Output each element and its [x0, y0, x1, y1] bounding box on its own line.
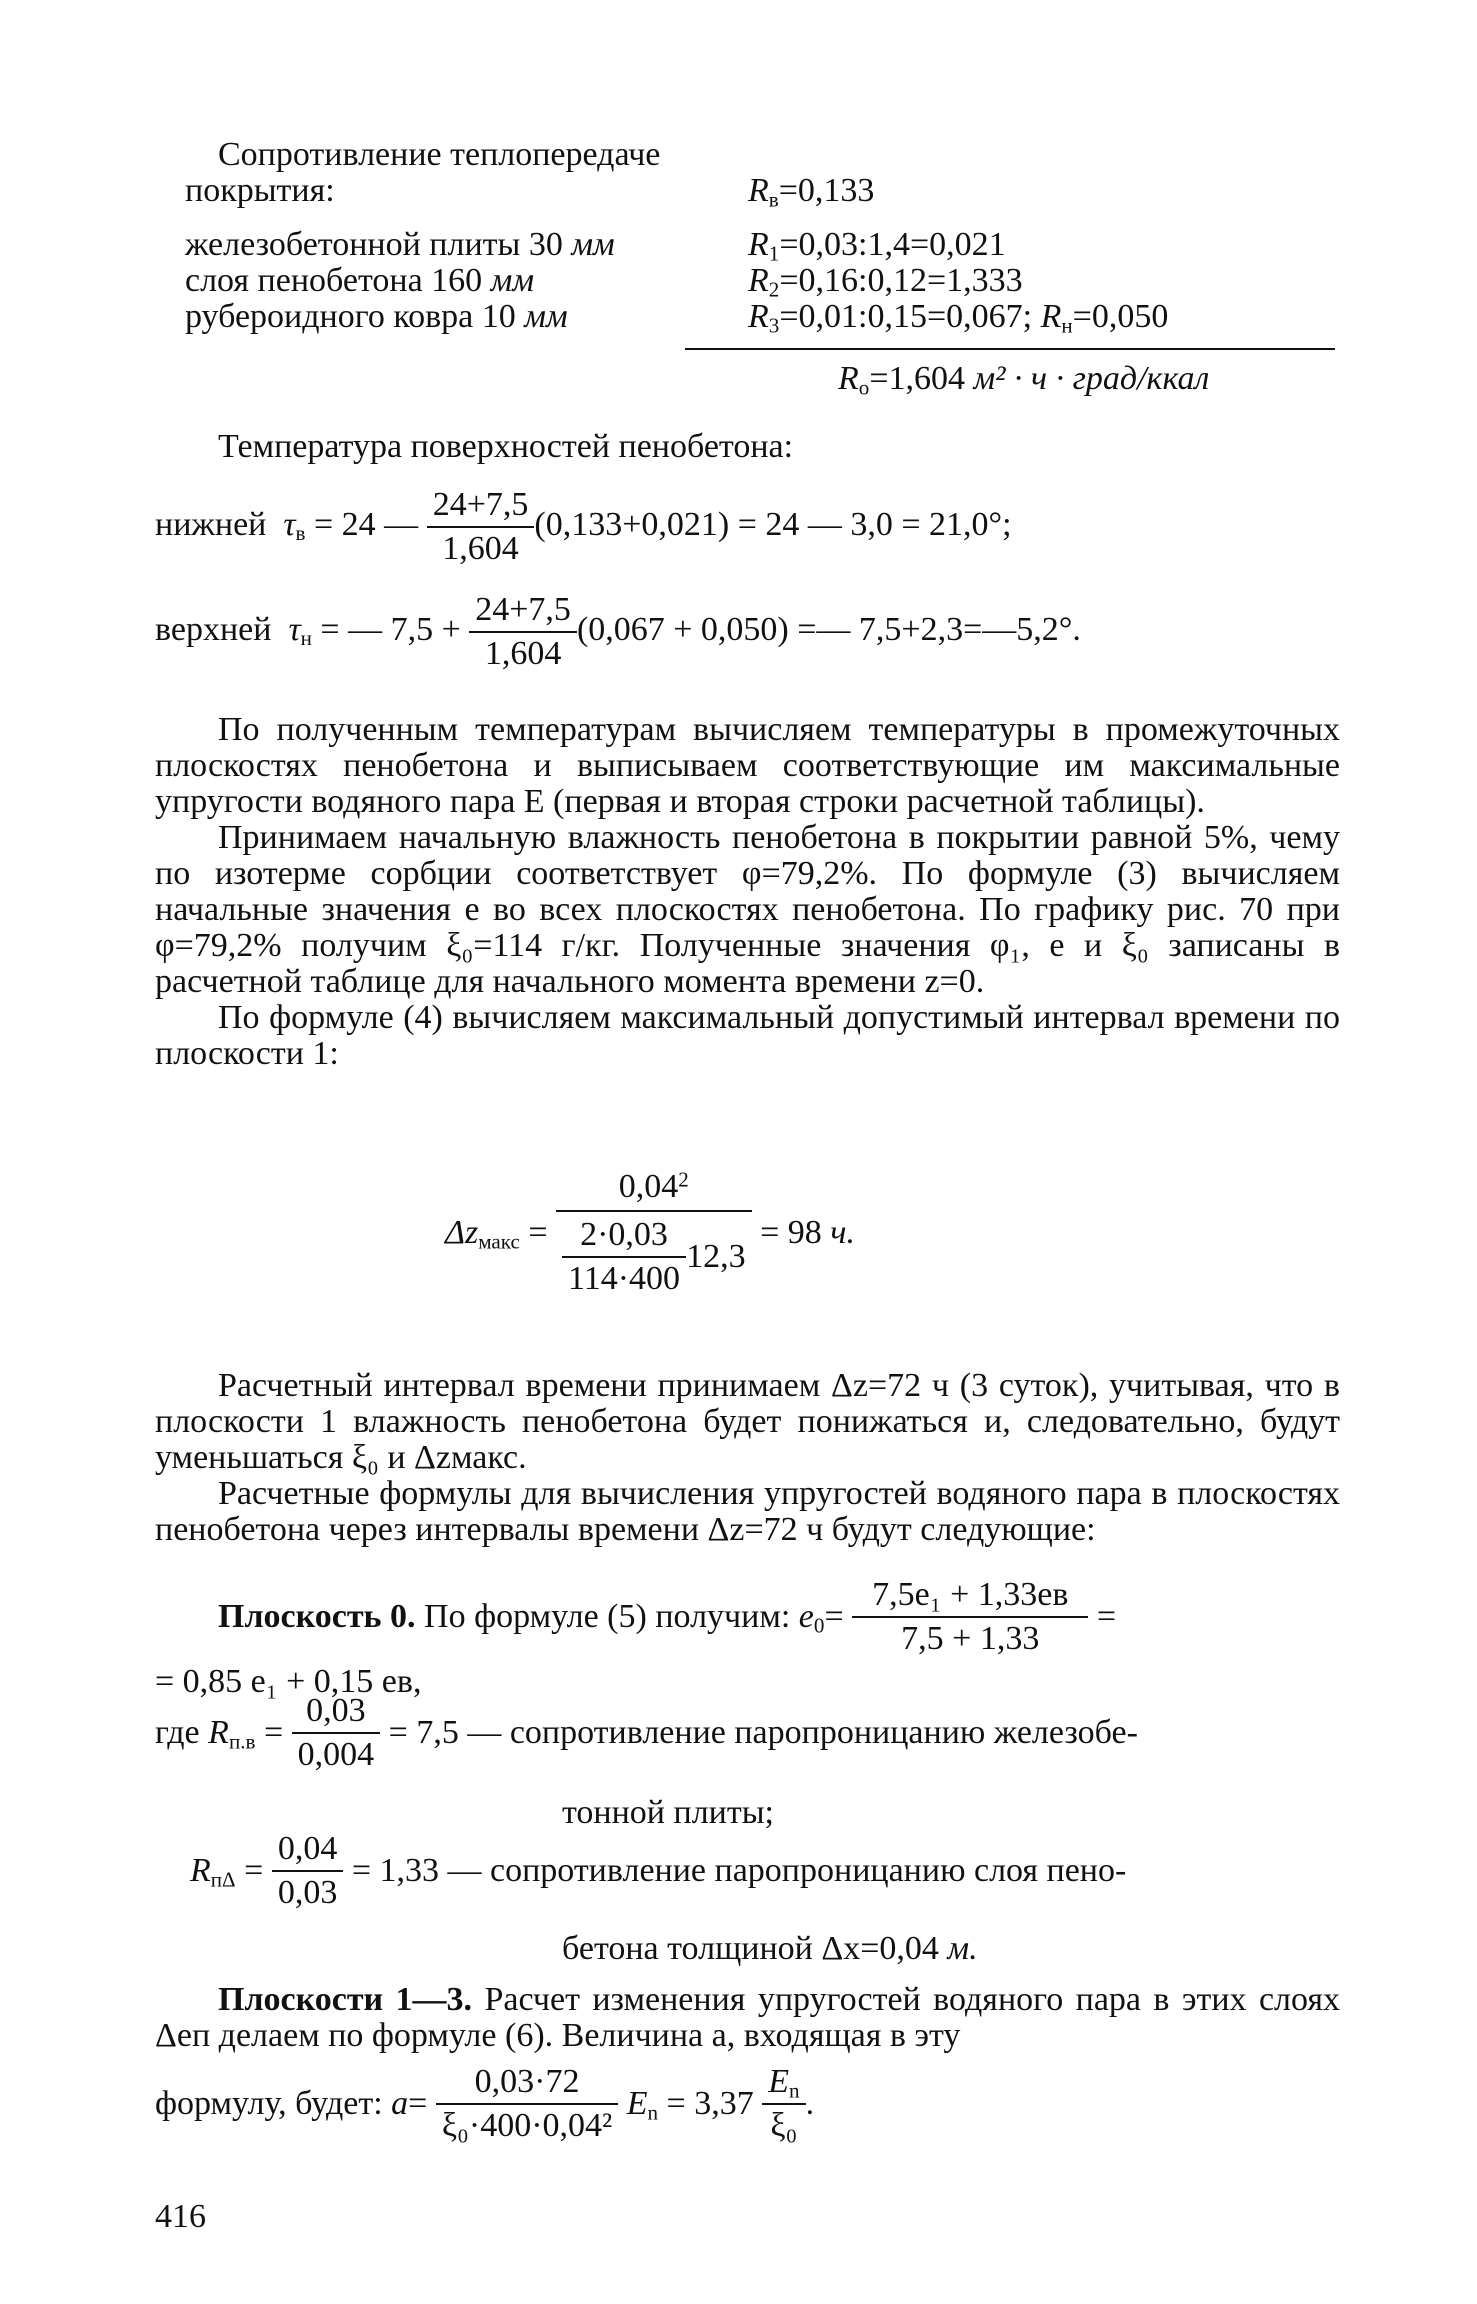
planes13-paragraph — [155, 1982, 1340, 2054]
r-subscript: 2 — [768, 277, 780, 302]
fraction — [469, 593, 577, 671]
planes13-title: Плоскости 1—3. — [218, 1981, 473, 2018]
paragraph-4: Расчетный интервал времени принимаем Δz=72 ч (3 суток), учитывая, что в плоскости 1 влажность пенобетона будет понижаться и, следовательно, будут уменьшаться ξ₀ и Δzмакс. — [155, 1367, 1340, 1476]
fraction — [436, 2065, 618, 2143]
r-value: =0,16:0,12=1,333 — [779, 262, 1023, 299]
e-symbol: e — [798, 1598, 814, 1635]
lower-temp-formula — [155, 488, 1012, 566]
fraction — [427, 488, 535, 566]
equals-value: = 3,37 — [658, 2085, 754, 2122]
a-formula — [155, 2065, 814, 2143]
upper-temp-formula — [155, 593, 1081, 671]
paragraph-3: По формуле (4) вычисляем максимальный допустимый интервал времени по плоскости 1: — [155, 999, 1340, 1072]
text-block-2 — [155, 1368, 1340, 1548]
fraction — [272, 1832, 344, 1910]
e-subscript: 0 — [813, 1613, 825, 1638]
r-pd-description: = 1,33 — сопротивление паропроницанию слоя пено- — [351, 1852, 1127, 1889]
r-subscript: 3 — [768, 313, 780, 338]
inner-numerator: 2·0,03 — [562, 1218, 686, 1258]
label-text: слоя пенобетона 160 — [185, 262, 491, 299]
layer-label-foam — [185, 264, 534, 298]
sum-rule — [685, 348, 1335, 350]
denominator-2: ξ₀ — [770, 2107, 798, 2144]
surface-temp-heading: Температура поверхностей пенобетона: — [218, 428, 794, 465]
r-symbol: R — [208, 1714, 229, 1751]
numerator: 0,04 — [272, 1832, 344, 1872]
r-subscript: пΔ — [210, 1867, 236, 1892]
plane0-title: Плоскость 0. — [218, 1598, 416, 1635]
numerator: 0,03·72 — [436, 2065, 618, 2105]
resistance-heading-line2: покрытия: — [185, 172, 335, 209]
unit-text: м² · ч · град/ккал — [973, 360, 1210, 397]
where-text: где — [155, 1714, 209, 1751]
den-tail: 12,3 — [686, 1238, 746, 1275]
formula-rhs: (0,067 + 0,050) =— 7,5+2,3=—5,2°. — [576, 610, 1081, 648]
r-symbol: R — [1040, 298, 1062, 335]
layer-label-concrete — [185, 228, 615, 262]
inner-fraction — [562, 1218, 686, 1296]
tail: . — [805, 2085, 815, 2122]
text-block-1 — [155, 712, 1340, 1072]
r-value: =0,133 — [778, 172, 875, 209]
denominator: 1,604 — [442, 530, 519, 567]
label-text: железобетонной плиты 30 — [185, 226, 572, 263]
a-symbol: a — [391, 2085, 409, 2122]
tau-symbol: τ — [288, 610, 301, 648]
r-subscript: н — [1061, 313, 1073, 338]
fraction — [852, 1578, 1088, 1656]
r-symbol: R — [748, 226, 769, 263]
r-subscript: п.в — [228, 1729, 256, 1754]
denominator: ξ₀·400·0,04² — [441, 2107, 613, 2144]
fraction — [292, 1694, 381, 1772]
equals: = — [824, 1598, 844, 1635]
planes13-text — [155, 1982, 1340, 2054]
dz-subscript: макс — [478, 1229, 520, 1254]
fraction-2 — [762, 2065, 805, 2143]
plane0-line2: = 0,85 e₁ + 0,15 eв, — [155, 1663, 422, 1700]
tau-symbol: τ — [283, 505, 296, 543]
total-resistance — [838, 360, 1210, 400]
planes13-body: Расчет изменения упругостей водяного пара в этих слоях Δeп делаем по формуле (6). Величина a, входящая в эту — [155, 1981, 1341, 2054]
equals: = — [235, 1852, 264, 1889]
paragraph-5: Расчетные формулы для вычисления упругостей водяного пара в плоскостях пенобетона через интервалы времени Δz=72 ч будут следующие: — [155, 1475, 1340, 1548]
r-value: =0,03:1,4=0,021 — [779, 226, 1006, 263]
equals: = — [408, 2085, 428, 2122]
unit-text: мм — [524, 298, 568, 335]
dz-symbol: Δz — [445, 1214, 479, 1251]
label-text: рубероидного ковра 10 — [185, 298, 525, 335]
unit-text: м. — [947, 1930, 978, 1967]
dz-formula — [445, 1167, 855, 1297]
r-pd-formula — [190, 1832, 1126, 1910]
e-symbol: E — [768, 2063, 790, 2100]
fraction — [556, 1167, 752, 1297]
plane0-formula — [218, 1578, 1116, 1656]
e-subscript: n — [647, 2100, 659, 2125]
formula-label: нижней — [155, 505, 267, 543]
tau-subscript: н — [300, 626, 312, 651]
num-sup: 2 — [678, 1167, 689, 1192]
denominator: 7,5 + 1,33 — [901, 1620, 1040, 1657]
denominator: 1,604 — [484, 635, 562, 672]
inner-denominator: 114·400 — [568, 1260, 681, 1297]
numerator: 0,03 — [292, 1694, 381, 1734]
numerator: 24+7,5 — [469, 593, 577, 633]
rhs: = 98 — [760, 1214, 831, 1251]
numerator — [556, 1167, 752, 1212]
equals: = — [255, 1714, 284, 1751]
tail: = — [1096, 1598, 1117, 1635]
r-pv-description: = 7,5 — сопротивление паропроницанию железобе- — [388, 1714, 1138, 1751]
layer-label-roofing — [185, 300, 568, 334]
cont-text: бетона толщиной Δx=0,04 — [562, 1930, 948, 1967]
layer-value-foam — [748, 262, 1023, 302]
r-symbol: R — [190, 1852, 211, 1889]
r-symbol: R — [748, 262, 769, 299]
r-pv-formula — [155, 1694, 1138, 1772]
r-subscript: 1 — [768, 241, 780, 266]
denominator — [556, 1212, 752, 1296]
r-symbol: R — [838, 360, 859, 397]
paragraph-2: Принимаем начальную влажность пенобетона в покрытии равной 5%, чему по изотерме сорбции соответствует φ=79,2%. По формуле (3) вычисляем начальные значения e во всех плоскостях пенобетона. По графику рис. 70 при φ=79,2% получим ξ₀=114 г/кг. Полученные значения φ₁, e и ξ₀ записаны в расчетной таблице для начального момента времени z=0. — [155, 819, 1340, 1000]
formula-intro: формулу, будет: — [155, 2085, 392, 2122]
r-subscript: о — [858, 375, 870, 400]
numerator: 24+7,5 — [427, 488, 535, 528]
e-subscript: n — [789, 2078, 800, 2103]
r-value: =0,01:0,15=0,067; — [779, 298, 1041, 335]
paragraph-1: По полученным температурам вычисляем температуры в промежуточных плоскостях пенобетона и выписываем соответствующие им максимальные упругости водяного пара E (первая и вторая строки расчетной таблицы). — [155, 711, 1340, 820]
numerator-2 — [762, 2065, 805, 2105]
num-text: 0,04 — [618, 1168, 679, 1205]
denominator: 0,03 — [277, 1874, 338, 1911]
r-symbol: R — [748, 298, 769, 335]
page-number: 416 — [155, 2198, 206, 2235]
e-symbol: E — [626, 2085, 648, 2122]
unit-text: мм — [571, 226, 615, 263]
tau-subscript: в — [295, 521, 306, 546]
formula-lhs: = — 7,5 + — [311, 610, 461, 648]
r-value: =0,050 — [1072, 298, 1169, 335]
r-pv-continuation: тонной плиты; — [562, 1794, 775, 1831]
layer-value-roofing — [748, 298, 1169, 338]
formula-rhs: (0,133+0,021) = 24 — 3,0 = 21,0°; — [534, 505, 1012, 543]
numerator: 7,5e₁ + 1,33eв — [852, 1578, 1088, 1618]
denominator: 0,004 — [297, 1736, 375, 1773]
plane0-text: По формуле (5) получим: — [415, 1598, 799, 1635]
r-pd-continuation — [562, 1932, 978, 1966]
unit-text: мм — [490, 262, 535, 299]
resistance-heading-line1: Сопротивление теплопередаче — [218, 136, 661, 173]
rhs-unit: ч. — [830, 1214, 855, 1251]
layer-value-concrete — [748, 226, 1006, 266]
r-inner-value — [748, 172, 875, 212]
formula-lhs: = 24 — — [305, 505, 419, 543]
formula-label: верхней — [155, 610, 272, 648]
equals: = — [519, 1214, 548, 1251]
r-symbol: R — [748, 172, 769, 209]
r-subscript: в — [768, 187, 779, 212]
r-value: =1,604 — [869, 360, 974, 397]
